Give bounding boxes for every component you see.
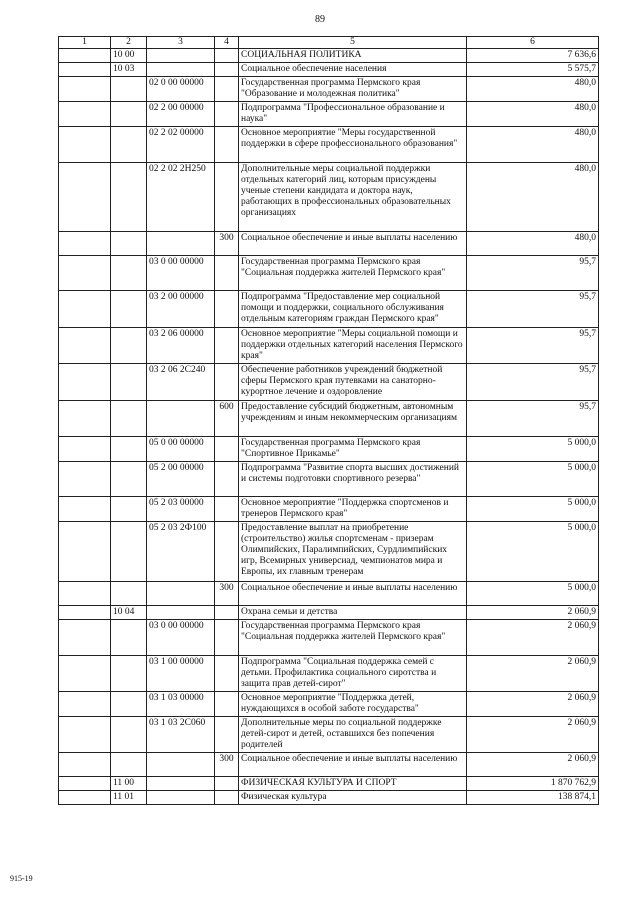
cell-target-article (147, 791, 215, 805)
cell-section-code (111, 497, 147, 522)
cell-name: Предоставление субсидий бюджетным, автономным учреждениям и иным некоммерческим организациям (239, 401, 467, 437)
cell-name: СОЦИАЛЬНАЯ ПОЛИТИКА (239, 49, 467, 63)
cell-expense-type (215, 437, 239, 462)
column-header-1: 1 (59, 37, 111, 49)
cell-amount: 480,0 (467, 102, 599, 127)
cell-expense-type (215, 328, 239, 364)
cell-amount: 95,7 (467, 328, 599, 364)
cell-amount: 2 060,9 (467, 692, 599, 717)
cell-amount: 480,0 (467, 77, 599, 102)
table-row (59, 753, 599, 777)
table-row (59, 522, 599, 582)
cell-target-article: 03 0 00 00000 (147, 620, 215, 656)
cell-target-article (147, 582, 215, 606)
cell-expense-type (215, 63, 239, 77)
cell-name: Государственная программа Пермского края "Спортивное Прикамье" (239, 437, 467, 462)
table-row (59, 692, 599, 717)
cell-target-article: 02 2 02 2Н250 (147, 163, 215, 232)
cell-target-article: 05 2 03 00000 (147, 497, 215, 522)
cell-col1 (59, 232, 111, 256)
cell-name: Государственная программа Пермского края "Социальная поддержка жителей Пермского края" (239, 256, 467, 291)
cell-target-article: 03 2 00 00000 (147, 291, 215, 328)
column-header-4: 4 (215, 37, 239, 49)
cell-amount: 95,7 (467, 256, 599, 291)
cell-amount: 480,0 (467, 163, 599, 232)
cell-section-code (111, 437, 147, 462)
table-row (59, 656, 599, 692)
cell-amount: 95,7 (467, 401, 599, 437)
cell-target-article: 03 0 00 00000 (147, 256, 215, 291)
cell-col1 (59, 163, 111, 232)
cell-target-article (147, 232, 215, 256)
table-row (59, 63, 599, 77)
cell-expense-type (215, 127, 239, 163)
cell-expense-type (215, 364, 239, 401)
cell-expense-type: 300 (215, 753, 239, 777)
cell-col1 (59, 606, 111, 620)
cell-target-article: 05 0 00 00000 (147, 437, 215, 462)
cell-amount: 5 000,0 (467, 462, 599, 497)
cell-expense-type (215, 717, 239, 753)
table-row (59, 328, 599, 364)
cell-expense-type (215, 606, 239, 620)
column-header-6: 6 (467, 37, 599, 49)
cell-expense-type (215, 497, 239, 522)
cell-expense-type: 600 (215, 401, 239, 437)
cell-name: Основное мероприятие "Меры социальной помощи и поддержки отдельных категорий населения Пермского края" (239, 328, 467, 364)
cell-col1 (59, 63, 111, 77)
cell-section-code (111, 692, 147, 717)
cell-target-article: 05 2 03 2Ф100 (147, 522, 215, 582)
table-header-row (59, 37, 599, 49)
table-row (59, 232, 599, 256)
table-row (59, 102, 599, 127)
cell-section-code (111, 291, 147, 328)
cell-section-code (111, 127, 147, 163)
cell-section-code: 10 00 (111, 49, 147, 63)
table-row (59, 77, 599, 102)
cell-target-article: 03 2 06 2С240 (147, 364, 215, 401)
cell-section-code (111, 656, 147, 692)
cell-name: ФИЗИЧЕСКАЯ КУЛЬТУРА И СПОРТ (239, 777, 467, 791)
table-row (59, 462, 599, 497)
column-header-3: 3 (147, 37, 215, 49)
table-row (59, 127, 599, 163)
cell-target-article: 05 2 00 00000 (147, 462, 215, 497)
cell-expense-type: 300 (215, 232, 239, 256)
cell-name: Подпрограмма "Профессиональное образование и наука" (239, 102, 467, 127)
cell-name: Дополнительные меры социальной поддержки отдельных категорий лиц, которым присуждены ученые степени кандидата и доктора наук, работающих в профессиональных образовательных организациях (239, 163, 467, 232)
cell-col1 (59, 127, 111, 163)
table-row (59, 717, 599, 753)
cell-name: Дополнительные меры по социальной поддержке детей-сирот и детей, оставшихся без попечения родителей (239, 717, 467, 753)
cell-target-article: 03 1 00 00000 (147, 656, 215, 692)
cell-col1 (59, 791, 111, 805)
cell-amount: 5 575,7 (467, 63, 599, 77)
cell-section-code (111, 462, 147, 497)
table-row (59, 606, 599, 620)
cell-name: Предоставление выплат на приобретение (строительство) жилья спортсменам - призерам Олимпийских, Паралимпийских, Сурдлимпийских игр, Всемирных универсиад, чемпионатов мира и Европы, их главным тренерам (239, 522, 467, 582)
cell-amount: 5 000,0 (467, 522, 599, 582)
cell-target-article (147, 753, 215, 777)
cell-amount: 5 000,0 (467, 582, 599, 606)
cell-target-article (147, 63, 215, 77)
cell-amount: 138 874,1 (467, 791, 599, 805)
cell-target-article: 02 2 02 00000 (147, 127, 215, 163)
cell-section-code (111, 77, 147, 102)
cell-col1 (59, 656, 111, 692)
cell-expense-type (215, 777, 239, 791)
footer-code: 915-19 (10, 874, 33, 883)
cell-col1 (59, 49, 111, 63)
cell-col1 (59, 620, 111, 656)
cell-section-code (111, 364, 147, 401)
cell-amount: 480,0 (467, 232, 599, 256)
cell-target-article (147, 401, 215, 437)
cell-amount: 5 000,0 (467, 437, 599, 462)
cell-name: Основное мероприятие "Меры государственной поддержки в сфере профессионального образования" (239, 127, 467, 163)
table-row (59, 49, 599, 63)
cell-col1 (59, 364, 111, 401)
cell-name: Подпрограмма "Социальная поддержка семей с детьми. Профилактика социального сиротства и защита прав детей-сирот" (239, 656, 467, 692)
cell-section-code (111, 256, 147, 291)
cell-expense-type (215, 692, 239, 717)
cell-expense-type (215, 522, 239, 582)
cell-col1 (59, 102, 111, 127)
cell-section-code (111, 717, 147, 753)
cell-col1 (59, 437, 111, 462)
cell-name: Государственная программа Пермского края "Образование и молодежная политика" (239, 77, 467, 102)
cell-col1 (59, 497, 111, 522)
cell-col1 (59, 692, 111, 717)
cell-amount: 7 636,6 (467, 49, 599, 63)
table-row (59, 777, 599, 791)
cell-section-code: 11 00 (111, 777, 147, 791)
cell-target-article: 02 0 00 00000 (147, 77, 215, 102)
cell-amount: 2 060,9 (467, 753, 599, 777)
cell-name: Основное мероприятие "Поддержка детей, нуждающихся в особой заботе государства" (239, 692, 467, 717)
cell-amount: 1 870 762,9 (467, 777, 599, 791)
cell-name: Охрана семьи и детства (239, 606, 467, 620)
cell-amount: 480,0 (467, 127, 599, 163)
cell-col1 (59, 462, 111, 497)
cell-target-article (147, 49, 215, 63)
column-header-2: 2 (111, 37, 147, 49)
cell-target-article: 02 2 00 00000 (147, 102, 215, 127)
cell-col1 (59, 291, 111, 328)
cell-section-code (111, 753, 147, 777)
cell-amount: 95,7 (467, 364, 599, 401)
cell-section-code (111, 620, 147, 656)
cell-col1 (59, 401, 111, 437)
cell-name: Подпрограмма "Предоставление мер социальной помощи и поддержки, социального обслуживания отдельным категориям граждан Пермского края" (239, 291, 467, 328)
cell-expense-type (215, 620, 239, 656)
cell-amount: 5 000,0 (467, 497, 599, 522)
cell-name: Подпрограмма "Развитие спорта высших достижений и системы подготовки спортивного резерва" (239, 462, 467, 497)
cell-name: Государственная программа Пермского края "Социальная поддержка жителей Пермского края" (239, 620, 467, 656)
page-number: 89 (315, 14, 325, 25)
table-row (59, 437, 599, 462)
cell-col1 (59, 328, 111, 364)
column-header-5: 5 (239, 37, 467, 49)
cell-expense-type (215, 656, 239, 692)
cell-target-article (147, 777, 215, 791)
cell-expense-type (215, 163, 239, 232)
budget-table (58, 36, 599, 805)
cell-name: Физическая культура (239, 791, 467, 805)
cell-section-code: 10 03 (111, 63, 147, 77)
cell-amount: 95,7 (467, 291, 599, 328)
cell-name: Социальное обеспечение населения (239, 63, 467, 77)
cell-section-code: 10 04 (111, 606, 147, 620)
cell-col1 (59, 582, 111, 606)
cell-section-code (111, 232, 147, 256)
cell-target-article: 03 1 03 2С060 (147, 717, 215, 753)
cell-expense-type (215, 791, 239, 805)
cell-amount: 2 060,9 (467, 620, 599, 656)
cell-section-code (111, 102, 147, 127)
cell-amount: 2 060,9 (467, 717, 599, 753)
cell-target-article: 03 2 06 00000 (147, 328, 215, 364)
cell-name: Социальное обеспечение и иные выплаты населению (239, 232, 467, 256)
cell-name: Социальное обеспечение и иные выплаты населению (239, 582, 467, 606)
table-row (59, 256, 599, 291)
cell-expense-type: 300 (215, 582, 239, 606)
table-row (59, 497, 599, 522)
cell-section-code (111, 522, 147, 582)
cell-expense-type (215, 291, 239, 328)
cell-expense-type (215, 49, 239, 63)
cell-name: Социальное обеспечение и иные выплаты населению (239, 753, 467, 777)
cell-expense-type (215, 462, 239, 497)
cell-section-code: 11 01 (111, 791, 147, 805)
cell-col1 (59, 777, 111, 791)
cell-col1 (59, 753, 111, 777)
table-row (59, 620, 599, 656)
cell-target-article: 03 1 03 00000 (147, 692, 215, 717)
table-row (59, 791, 599, 805)
cell-section-code (111, 163, 147, 232)
table-row (59, 582, 599, 606)
cell-expense-type (215, 77, 239, 102)
cell-name: Основное мероприятие "Поддержка спортсменов и тренеров Пермского края" (239, 497, 467, 522)
table-row (59, 401, 599, 437)
cell-amount: 2 060,9 (467, 656, 599, 692)
cell-expense-type (215, 256, 239, 291)
cell-col1 (59, 77, 111, 102)
cell-expense-type (215, 102, 239, 127)
cell-section-code (111, 328, 147, 364)
table-row (59, 364, 599, 401)
cell-col1 (59, 256, 111, 291)
cell-col1 (59, 522, 111, 582)
cell-col1 (59, 717, 111, 753)
cell-name: Обеспечение работников учреждений бюджетной сферы Пермского края путевками на санаторно-курортное лечение и оздоровление (239, 364, 467, 401)
table-row (59, 291, 599, 328)
cell-target-article (147, 606, 215, 620)
cell-section-code (111, 401, 147, 437)
cell-section-code (111, 582, 147, 606)
table-row (59, 163, 599, 232)
cell-amount: 2 060,9 (467, 606, 599, 620)
